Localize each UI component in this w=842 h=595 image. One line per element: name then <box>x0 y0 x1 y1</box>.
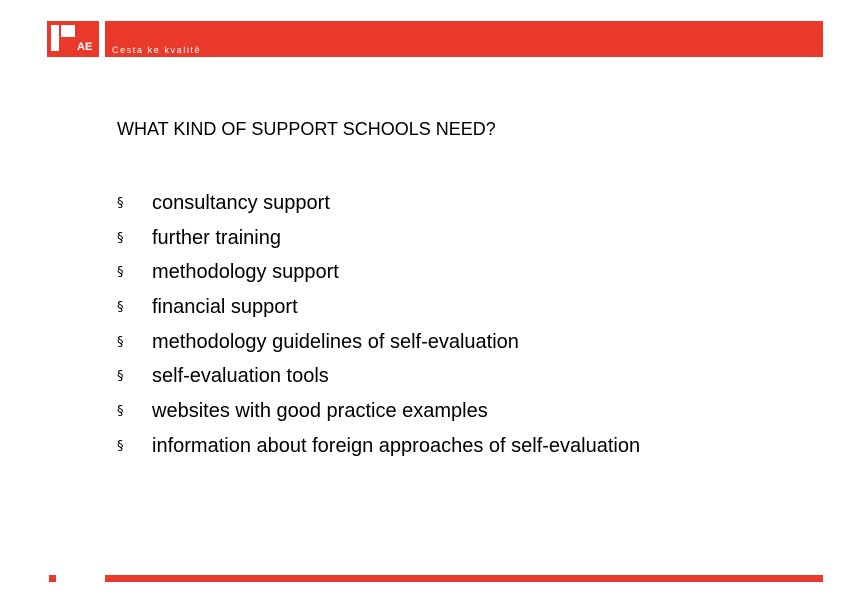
list-item <box>117 394 640 429</box>
bullet-icon: § <box>117 265 124 281</box>
list-item <box>117 325 640 360</box>
bullet-icon: § <box>117 299 124 315</box>
bullet-icon: § <box>117 438 124 454</box>
bullet-icon: § <box>117 195 124 211</box>
list-item-text: methodology support <box>152 261 339 284</box>
list-item <box>117 186 640 221</box>
logo <box>47 21 99 57</box>
list-item-text: websites with good practice examples <box>152 399 488 422</box>
list-item-text: self-evaluation tools <box>152 365 329 388</box>
list-item-text: consultancy support <box>152 191 330 214</box>
list-item <box>117 429 640 464</box>
bullet-list <box>117 186 640 464</box>
bullet-icon: § <box>117 230 124 246</box>
logo-text: AE <box>77 41 93 53</box>
footer-bar <box>105 575 823 582</box>
header-bar <box>105 21 823 57</box>
bullet-icon: § <box>117 403 124 419</box>
list-item-text: further training <box>152 226 281 249</box>
list-item-text: information about foreign approaches of self-evaluation <box>152 434 641 457</box>
header-tagline: Cesta ke kvalitě <box>112 45 202 55</box>
list-item-text: financial support <box>152 295 298 318</box>
logo-p-bowl <box>61 25 75 37</box>
slide-title: WHAT KIND OF SUPPORT SCHOOLS NEED? <box>117 119 496 139</box>
bullet-icon: § <box>117 334 124 350</box>
list-item <box>117 359 640 394</box>
list-item <box>117 290 640 325</box>
footer-square <box>49 575 56 582</box>
list-item <box>117 255 640 290</box>
list-item <box>117 221 640 256</box>
list-item-text: methodology guidelines of self-evaluation <box>152 330 519 353</box>
logo-p-stem <box>51 25 59 51</box>
bullet-icon: § <box>117 369 124 385</box>
